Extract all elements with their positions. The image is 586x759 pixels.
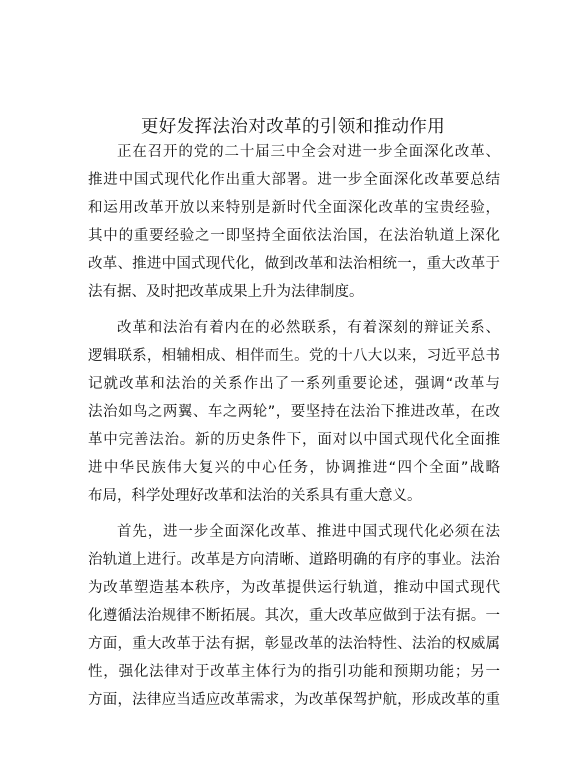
text-line: 记就改革和法治的关系作出了一系列重要论述，强调“改革与 — [88, 376, 500, 392]
paragraph-gap — [88, 510, 500, 518]
text-line: 逻辑联系，相辅相成、相伴而生。党的十八大以来，习近平总书 — [88, 348, 500, 364]
text-line: 其中的重要经验之一即坚持全面依法治国，在法治轨道上深化 — [88, 228, 500, 244]
paragraph-1 — [88, 138, 500, 306]
text-line: 进中华民族伟大复兴的中心任务，协调推进“四个全面”战略 — [88, 460, 500, 476]
paragraph-2 — [88, 314, 500, 510]
document-body — [88, 138, 500, 714]
paragraph-3 — [88, 518, 500, 714]
text-line: 法有据、及时把改革成果上升为法律制度。 — [88, 284, 364, 300]
text-line: 方面，重大改革于法有据，彰显改革的法治特性、法治的权威属 — [88, 636, 500, 652]
text-line: 正在召开的党的二十届三中全会对进一步全面深化改革、 — [117, 144, 500, 160]
text-line: 首先，进一步全面深化改革、推进中国式现代化必须在法 — [117, 524, 500, 540]
text-line: 法治如鸟之两翼、车之两轮”，要坚持在法治下推进改革，在改 — [88, 404, 500, 420]
text-line: 革中完善法治。新的历史条件下，面对以中国式现代化全面推 — [88, 432, 500, 448]
document-title: 更好发挥法治对改革的引领和推动作用 — [140, 116, 446, 137]
paragraph-gap — [88, 306, 500, 314]
text-line: 改革和法治有着内在的必然联系，有着深刻的辩证关系、 — [117, 320, 500, 336]
text-line: 布局，科学处理好改革和法治的关系具有重大意义。 — [88, 488, 422, 504]
text-line: 推进中国式现代化作出重大部署。进一步全面深化改革要总结 — [88, 172, 500, 188]
text-line: 性，强化法律对于改革主体行为的指引功能和预期功能；另一 — [88, 664, 500, 680]
text-line: 方面，法律应当适应改革需求，为改革保驾护航，形成改革的重 — [88, 692, 500, 708]
text-line: 为改革塑造基本秩序，为改革提供运行轨道，推动中国式现代 — [88, 580, 500, 596]
text-line: 治轨道上进行。改革是方向清晰、道路明确的有序的事业。法治 — [88, 552, 500, 568]
text-line: 改革、推进中国式现代化，做到改革和法治相统一，重大改革于 — [88, 256, 500, 272]
text-line: 和运用改革开放以来特别是新时代全面深化改革的宝贵经验， — [88, 200, 500, 216]
text-line: 化遵循法治规律不断拓展。其次，重大改革应做到于法有据。一 — [88, 608, 500, 624]
